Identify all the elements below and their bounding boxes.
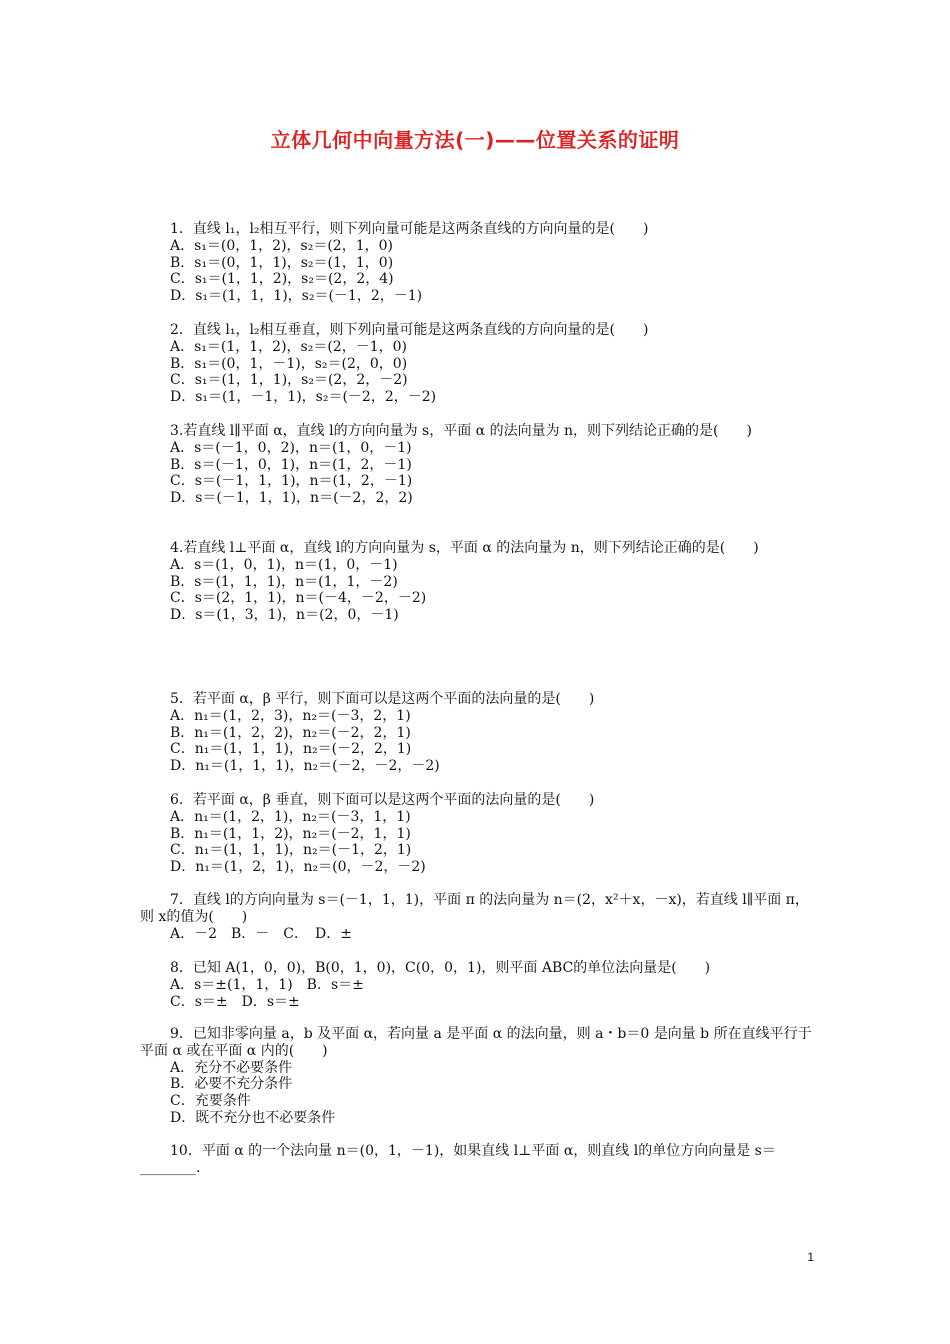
option-d: D．s＝(－1，1，1)，n＝(－2，2，2) [170,490,413,507]
option-c: C．s₁＝(1，1，1)，s₂＝(2，2，－2) [170,372,408,389]
question-6 [140,792,816,876]
option-a: A．s₁＝(1，1，2)，s₂＝(2，－1，0) [170,338,407,355]
option-a: A．s＝(1，0，1)，n＝(1，0，－1) [170,556,398,573]
question-10 [140,1143,816,1177]
option-a: A．n₁＝(1，2，1)，n₂＝(－3，1，1) [170,808,411,825]
option-b: B．n₁＝(1，2，2)，n₂＝(－2，2，1) [170,724,411,741]
question-stem: 6．若平面 α，β 垂直，则下面可以是这两个平面的法向量的是( ) [170,792,595,808]
question-stem: 1．直线 l₁，l₂相互平行，则下列向量可能是这两条直线的方向向量的是( ) [170,221,649,237]
document-title: 立体几何中向量方法(一)——位置关系的证明 [270,128,680,152]
question-5 [140,691,816,775]
option-c: C．n₁＝(1，1，1)，n₂＝(－1，2，1) [170,842,412,859]
question-stem: 4.若直线 l⊥平面 α，直线 l的方向向量为 s，平面 α 的法向量为 n，则下列结论正确的是( ) [170,540,759,556]
option-d: D．s₁＝(1，1，1)，s₂＝(－1，2，－1) [170,288,423,305]
question-stem: 5．若平面 α，β 平行，则下面可以是这两个平面的法向量的是( ) [170,691,595,707]
options-row: A．s＝±(1，1，1) B．s＝± [170,976,364,993]
option-b: B．必要不充分条件 [170,1076,293,1093]
option-a: A．充分不必要条件 [170,1059,293,1076]
option-a: A．s₁＝(0，1，2)，s₂＝(2，1，0) [170,237,393,254]
option-d: D．n₁＝(1，1，1)，n₂＝(－2，－2，－2) [170,758,440,775]
question-9 [140,1026,816,1127]
option-a: A．s＝(－1，0，2)，n＝(1，0，－1) [170,439,412,456]
option-c: C．n₁＝(1，1，1)，n₂＝(－2，2，1) [170,741,412,758]
question-stem: 9．已知非零向量 a，b 及平面 α，若向量 a 是平面 α 的法向量，则 a・b＝0 是向量 b 所在直线平行于平面 α 或在平面 α 内的( ) [140,1026,812,1059]
question-stem: 7．直线 l的方向向量为 s＝(－1，1，1)，平面 π 的法向量为 n＝(2，x²＋x，－x)，若直线 l∥平面 π，则 x的值为( ) [140,892,809,925]
question-1 [140,221,816,305]
option-b: B．s＝(－1，0，1)，n＝(1，2，－1) [170,456,412,473]
option-d: D．既不充分也不必要条件 [170,1109,336,1126]
question-stem: 3.若直线 l∥平面 α，直线 l的方向向量为 s，平面 α 的法向量为 n，则下列结论正确的是( ) [170,423,752,439]
question-stem: 2．直线 l₁，l₂相互垂直，则下列向量可能是这两条直线的方向向量的是( ) [170,322,649,338]
question-2 [140,322,816,406]
option-c: C．s＝(2，1，1)，n＝(－4，－2，－2) [170,590,427,607]
option-c: C．s＝(－1，1，1)，n＝(1，2，－1) [170,473,413,490]
options-row: A．－2 B．－ C． D．± [170,925,352,942]
option-c: C．充要条件 [170,1093,251,1110]
question-3 [140,423,816,507]
option-b: B．s₁＝(0，1，－1)，s₂＝(2，0，0) [170,355,408,372]
question-stem: 8．已知 A(1，0，0)，B(0，1，0)，C(0，0，1)，则平面 ABC的单位法向量是( ) [170,960,711,976]
question-stem: 10．平面 α 的一个法向量 n＝(0，1，－1)，如果直线 l⊥平面 α，则直线 l的单位方向向量是 s＝________. [140,1143,776,1176]
option-d: D．s＝(1，3，1)，n＝(2，0，－1) [170,607,399,624]
options-row: C．s＝± D．s＝± [170,993,300,1010]
option-b: B．n₁＝(1，1，2)，n₂＝(－2，1，1) [170,825,411,842]
option-b: B．s＝(1，1，1)，n＝(1，1，－2) [170,573,398,590]
option-a: A．n₁＝(1，2，3)，n₂＝(－3，2，1) [170,707,411,724]
page-number: 1 [807,1250,814,1264]
question-4 [140,540,816,624]
option-d: D．n₁＝(1，2，1)，n₂＝(0，－2，－2) [170,859,426,876]
question-8 [140,960,816,1010]
option-c: C．s₁＝(1，1，2)，s₂＝(2，2，4) [170,271,394,288]
question-7 [140,892,816,942]
option-b: B．s₁＝(0，1，1)，s₂＝(1，1，0) [170,254,394,271]
option-d: D．s₁＝(1，－1，1)，s₂＝(－2，2，－2) [170,389,437,406]
